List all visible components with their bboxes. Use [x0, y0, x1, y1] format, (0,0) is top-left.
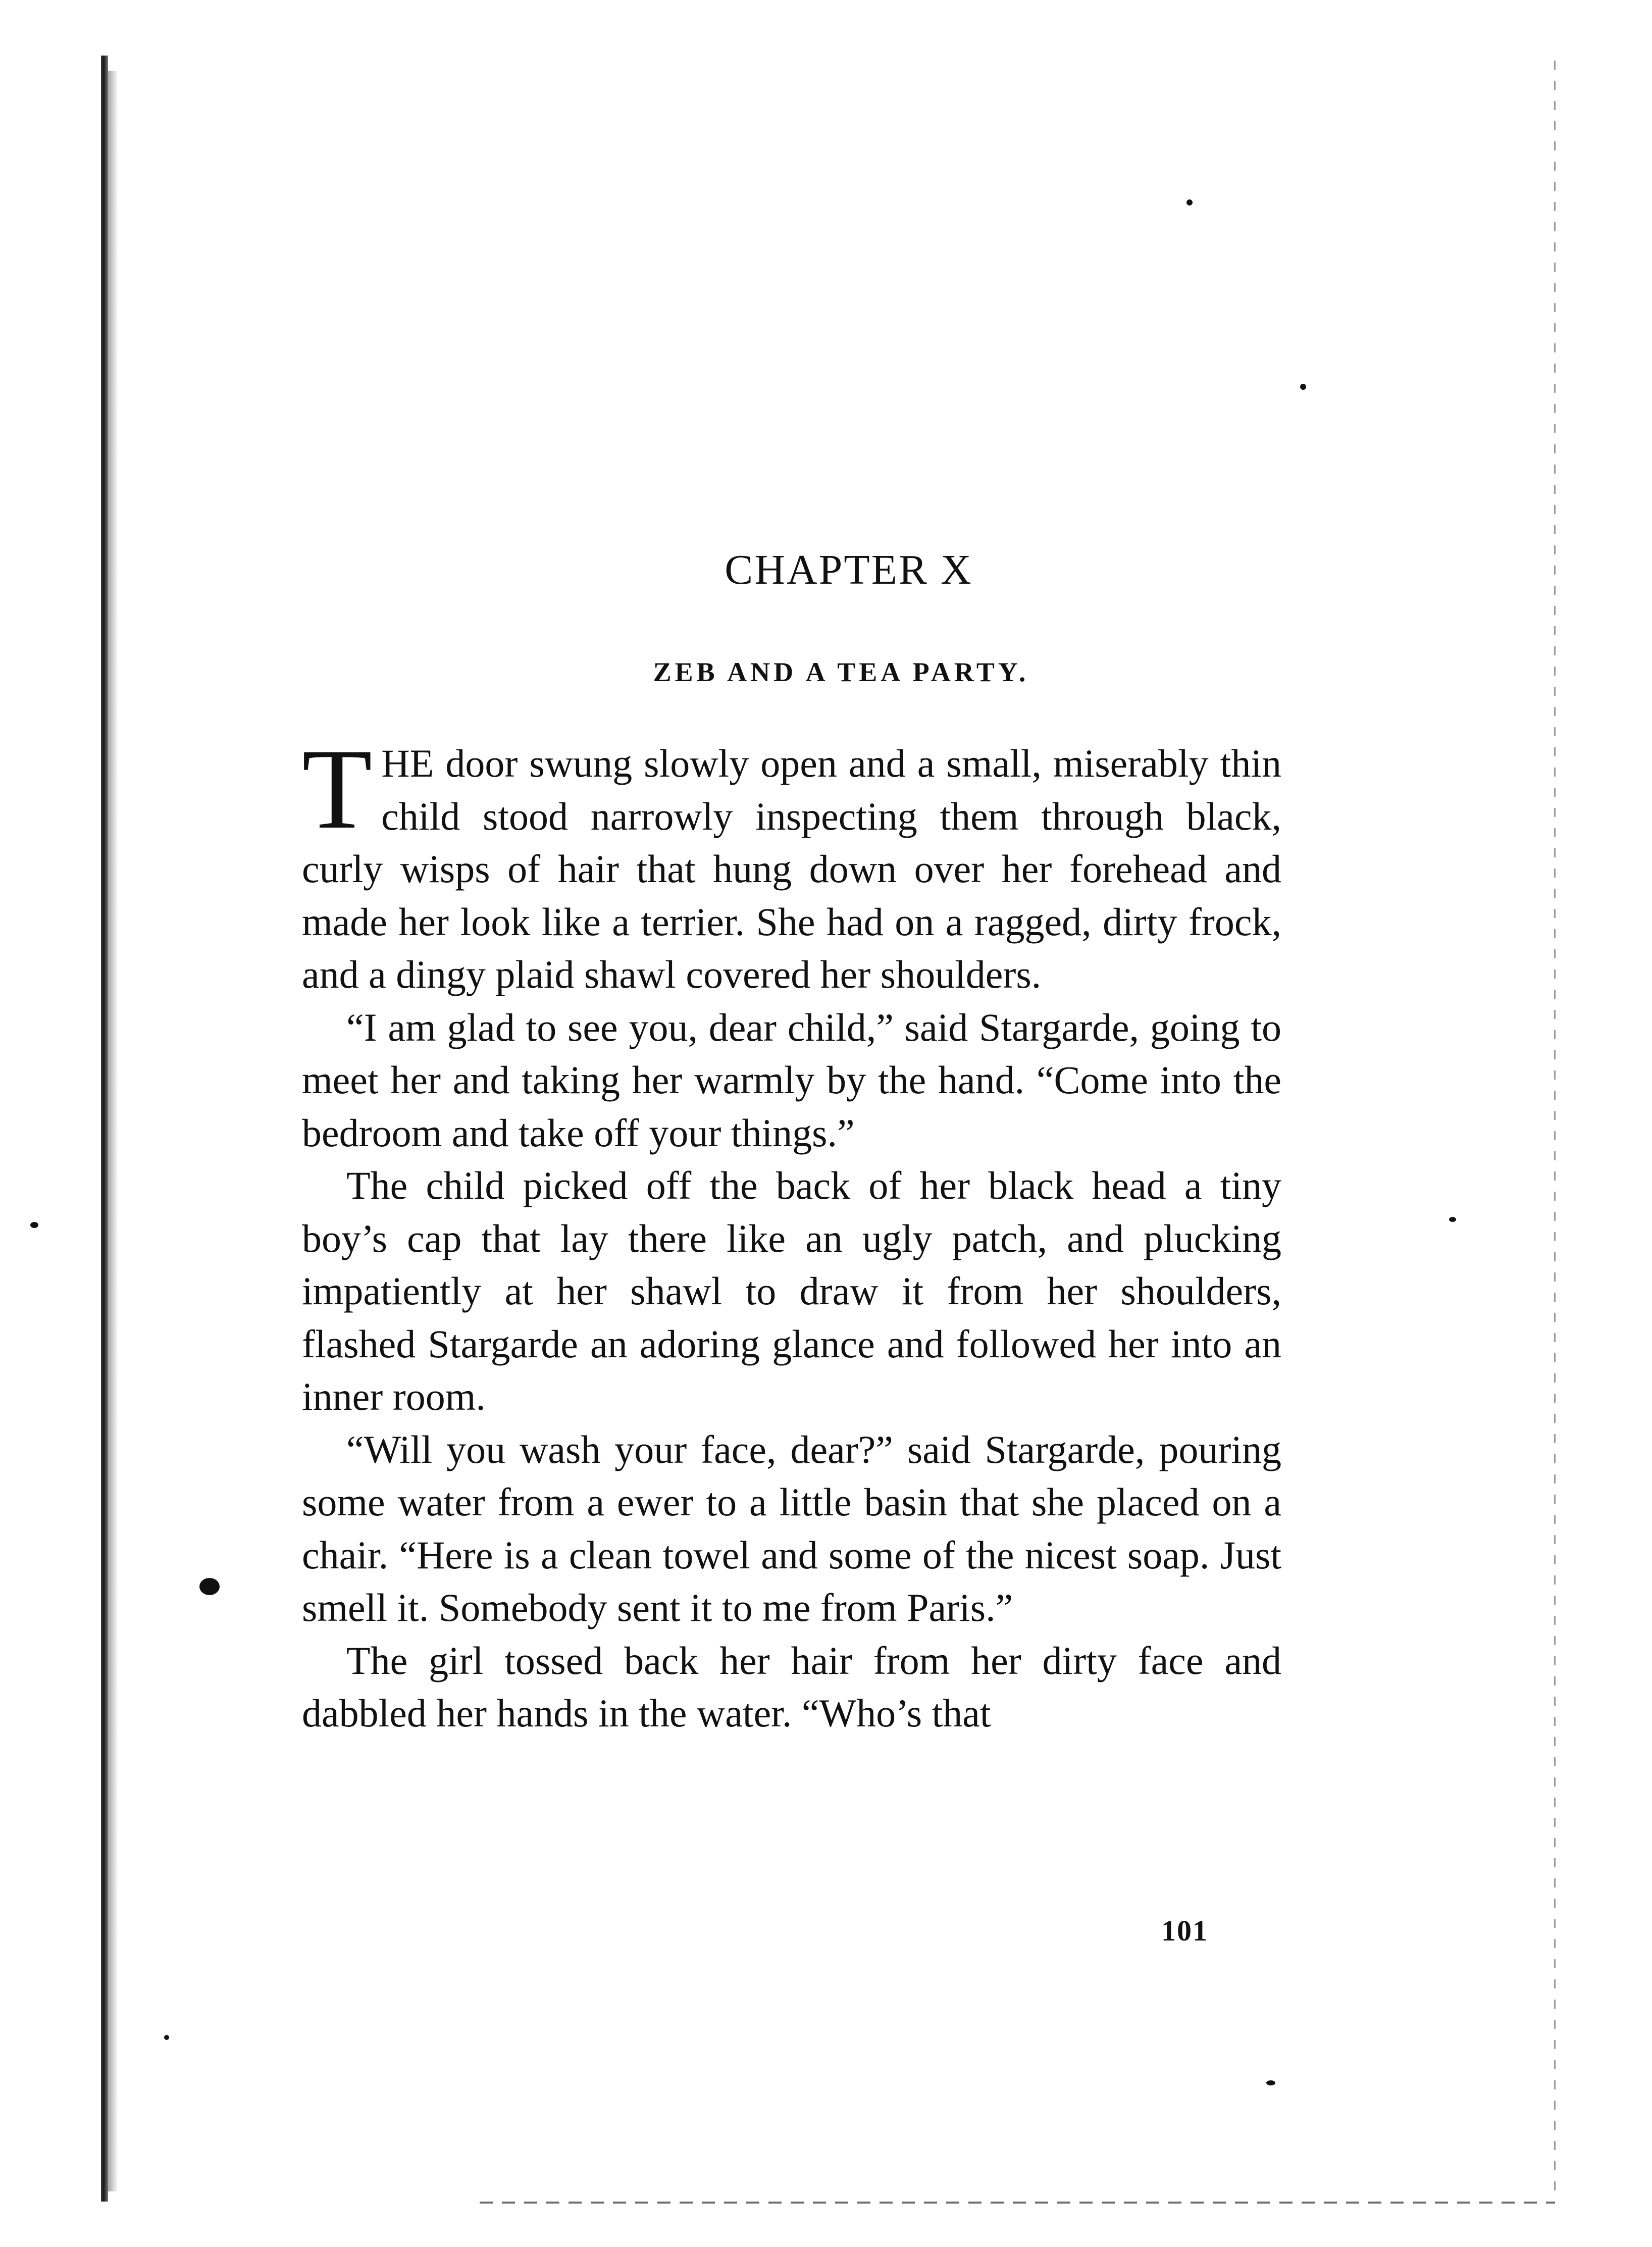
scan-speck	[164, 2035, 169, 2040]
right-page-edge	[1554, 61, 1556, 2191]
body-text	[302, 726, 1281, 1740]
binding-shadow	[108, 71, 118, 2191]
bottom-page-edge	[480, 2202, 1555, 2204]
scan-speck	[1186, 199, 1193, 206]
page-number: 101	[1161, 1914, 1208, 1947]
scan-speck	[30, 1222, 38, 1228]
drop-cap: T	[302, 726, 373, 853]
paragraph: The girl tossed back her hair from her dirty face and dabbled her hands in the water. “Who’s that	[302, 1638, 1281, 1735]
binding-edge	[101, 56, 108, 2202]
paragraph: “I am glad to see you, dear child,” said Stargarde, going to meet her and taking her warmly by the hand. “Come into the bedroom and take off your things.”	[302, 1005, 1281, 1155]
paragraph	[302, 726, 1281, 1001]
chapter-title: CHAPTER X	[725, 546, 973, 593]
scan-speck	[1266, 2080, 1275, 2085]
paragraph: The child picked off the back of her black head a tiny boy’s cap that lay there like an ugly patch, and plucking impatiently at her shawl to draw it from her shoulders, flashed Stargarde an adoring glance and followed her into an inner room.	[302, 1163, 1281, 1418]
scan-speck	[199, 1578, 220, 1595]
paragraph-text: HE door swung slowly open and a small, miserably thin child stood narrowly inspecting them through black, curly wisps of hair that hung down over her forehead and made her look like a terrier. She had on a ragged, dirty frock, and a dingy plaid shawl covered her shoulders.	[302, 741, 1281, 996]
chapter-subtitle: ZEB AND A TEA PARTY.	[653, 657, 1029, 687]
scan-speck	[1449, 1217, 1456, 1222]
scan-speck	[1300, 384, 1306, 390]
paragraph: “Will you wash your face, dear?” said Stargarde, pouring some water from a ewer to a little basin that she placed on a chair. “Here is a clean towel and some of the nicest soap. Just smell it. Somebody sent it to me from Paris.”	[302, 1427, 1281, 1629]
